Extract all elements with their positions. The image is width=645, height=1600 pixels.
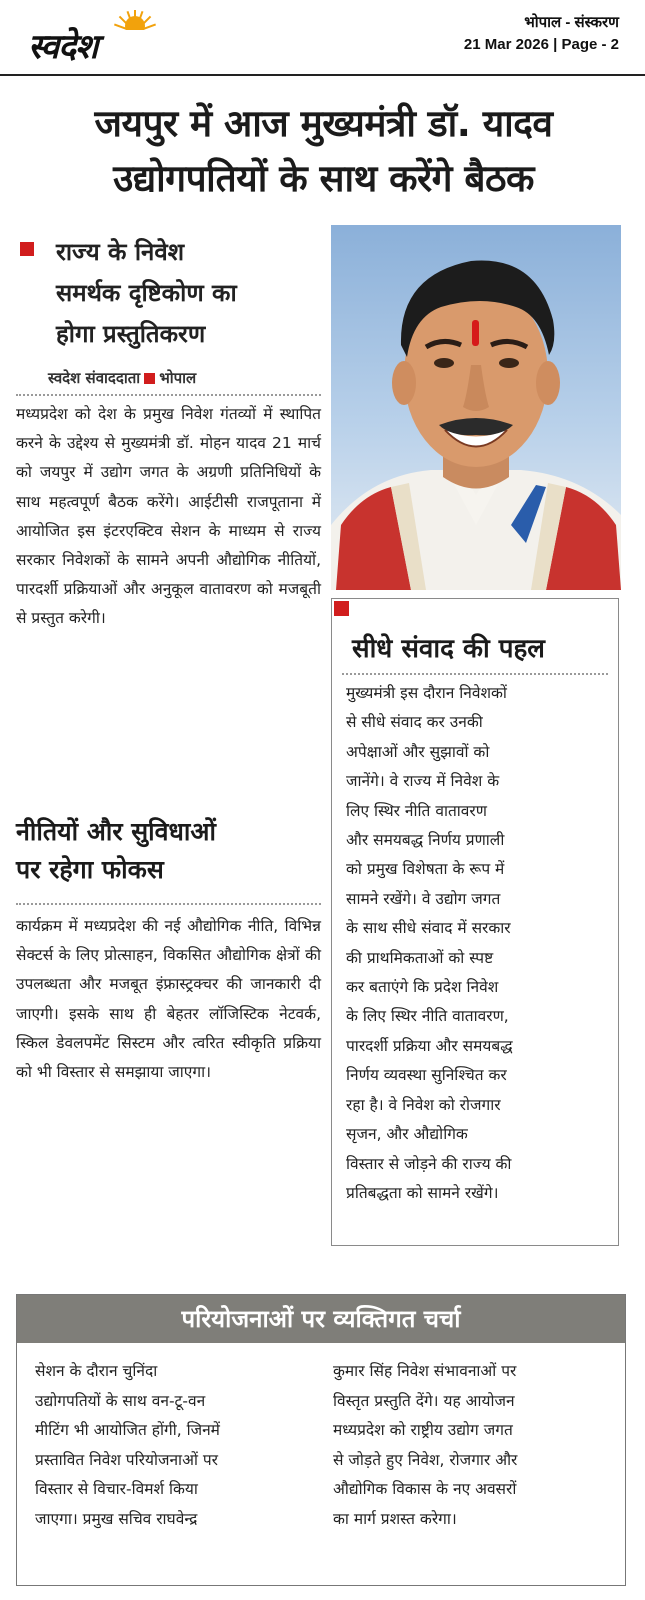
subhead-line-1: नीतियों और सुविधाओं [16,817,216,846]
sidebar-line: अपेक्षाओं और सुझावों को [346,742,490,761]
subhead [16,813,316,889]
date-page: 21 Mar 2026 | Page - 2 [463,36,619,53]
chief-minister-photo[interactable] [331,225,621,590]
sidebar-line: के साथ सीधे संवाद में सरकार [346,919,511,938]
bottom-right-column [333,1357,601,1535]
sidebar-line: से सीधे संवाद कर उनकी [346,713,483,732]
sidebar-line: मुख्यमंत्री इस दौरान निवेशकों [346,684,507,702]
bottom-box [16,1294,626,1586]
logo-text: स्वदेश [28,27,98,67]
bottom-line: सेशन के दौरान चुनिंदा [35,1362,158,1380]
bottom-box-title: परियोजनाओं पर व्यक्तिगत चर्चा [17,1295,625,1343]
red-square-separator-icon [144,373,155,384]
bottom-line: कुमार सिंह निवेश संभावनाओं पर [333,1362,517,1380]
kicker-line-2: समर्थक दृष्टिकोण का [56,279,237,307]
dotted-divider [16,903,321,905]
kicker-line-1: राज्य के निवेश [56,238,185,266]
sidebar-line: पारदर्शी प्रक्रिया और समयबद्ध [346,1036,513,1055]
masthead [0,0,645,76]
headline [16,96,631,206]
bottom-line: मीटिंग भी आयोजित होंगी, जिनमें [35,1421,220,1440]
bottom-line: प्रस्तावित निवेश परियोजनाओं पर [35,1450,218,1469]
bottom-line: से जोड़ते हुए निवेश, रोजगार और [333,1450,518,1469]
bottom-line: का मार्ग प्रशस्त करेगा। [333,1509,457,1528]
sidebar-text [346,679,608,1208]
article-body-1 [16,400,321,634]
dotted-divider [16,394,321,396]
byline [48,368,318,388]
sidebar-line: के लिए स्थिर नीति वातावरण, [346,1007,509,1026]
sidebar-line: निर्णय व्यवस्था सुनिश्चित कर [346,1066,507,1085]
sun-logo-icon [112,8,158,30]
body-paragraph: कार्यक्रम में मध्यप्रदेश की नई औद्योगिक नीति, विभिन्न सेक्टर्स के लिए प्रोत्साहन, विकसित औद्योगिक क्षेत्रों की उपलब्धता और मजबूत इंफ्रास्ट्रक्चर की जानकारी दी जाएगी। इसके साथ ही बेहतर लॉजिस्टिक नेटवर्क, स्किल डेवलपमेंट सिस्टम और त्वरित स्वीकृति प्रक्रिया को भी विस्तार से समझाया जाएगा। [16,917,321,1082]
sidebar-line: विस्तार से जोड़ने की राज्य की [346,1154,512,1173]
sidebar-title: सीधे संवाद की पहल [352,634,545,664]
dotted-divider [342,673,608,675]
article-body-2 [16,912,321,1087]
kicker-line-3: होगा प्रस्तुतिकरण [56,320,206,348]
headline-line-1: जयपुर में आज मुख्यमंत्री डॉ. यादव [94,102,553,145]
portrait-illustration [331,225,621,590]
body-paragraph: मध्यप्रदेश को देश के प्रमुख निवेश गंतव्यों में स्थापित करने के उद्देश्य से मुख्यमंत्री डॉ. मोहन यादव 21 मार्च को जयपुर में उद्योग जगत के अग्रणी प्रतिनिधियों के साथ महत्वपूर्ण बैठक करेंगे। आईटीसी राजपूताना में आयोजित इस इंटरएक्टिव सेशन के माध्यम से राज्य सरकार निवेशकों के सामने अपनी औद्योगिक नीतियों, पारदर्शी प्रक्रियाओं और अनुकूल वातावरण को मजबूती से प्रस्तुत करेगी। [16,405,321,628]
sidebar-line: कर बताएंगे कि प्रदेश निवेश [346,978,499,997]
bottom-line: उद्योगपतियों के साथ वन-टू-वन [35,1391,206,1410]
sidebar-line: और समयबद्ध निर्णय प्रणाली [346,831,505,850]
sidebar-line: जानेंगे। वे राज्य में निवेश के [346,772,500,791]
sidebar-line: की प्राथमिकताओं को स्पष्ट [346,948,494,967]
byline-reporter: स्वदेश संवाददाता [48,369,141,387]
sidebar-line: सामने रखेंगे। वे उद्योग जगत [346,889,501,908]
edition-info [464,12,619,56]
red-square-bullet-icon [20,242,34,256]
sidebar-line: प्रतिबद्धता को सामने रखेंगे। [346,1183,499,1202]
bottom-line: विस्तृत प्रस्तुति देंगे। यह आयोजन [333,1391,515,1410]
sidebar-line: रहा है। वे निवेश को रोजगार [346,1095,501,1114]
subhead-line-2: पर रहेगा फोकस [16,855,164,884]
sidebar-line: को प्रमुख विशेषता के रूप में [346,860,505,879]
bottom-line: मध्यप्रदेश को राष्ट्रीय उद्योग जगत [333,1421,513,1440]
sidebar-line: लिए स्थिर नीति वातावरण [346,801,487,820]
bottom-left-column [35,1357,303,1535]
edition-name: भोपाल - संस्करण [524,14,619,31]
bottom-line: औद्योगिक विकास के नए अवसरों [333,1480,517,1499]
bottom-line: विस्तार से विचार-विमर्श किया [35,1480,198,1499]
bottom-line: जाएगा। प्रमुख सचिव राघवेन्द्र [35,1509,198,1528]
newspaper-logo[interactable] [28,8,208,66]
sidebar-box [331,598,619,1246]
headline-line-2: उद्योगपतियों के साथ करेंगे बैठक [113,157,534,200]
red-square-bullet-icon [334,601,349,616]
sidebar-line: सृजन, और औद्योगिक [346,1125,468,1144]
byline-place: भोपाल [159,369,197,387]
